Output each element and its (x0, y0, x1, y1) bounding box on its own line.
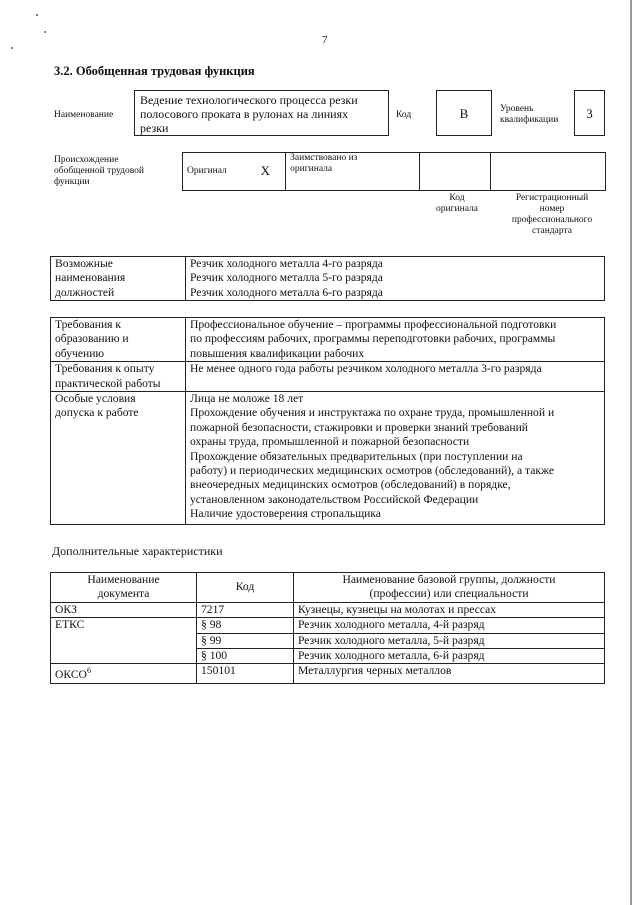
code-caption-line: оригинала (436, 204, 478, 214)
row-name: Резчик холодного металла, 4-й разряд (294, 618, 605, 633)
requirement-value-line: внеочередных медицинских осмотров (обследований) в порядке, (190, 478, 511, 492)
borrowed-label-line: Заимствовано из (290, 153, 358, 163)
scan-speck (44, 31, 46, 33)
original-label: Оригинал (183, 153, 257, 191)
table-row (51, 602, 605, 617)
requirement-value (186, 362, 605, 392)
positions-label-line: наименования (55, 271, 126, 285)
positions-table (50, 256, 605, 301)
requirement-label-line: Особые условия (55, 392, 136, 406)
row-name: Резчик холодного металла, 5-й разряд (294, 633, 605, 648)
requirement-label (51, 392, 186, 525)
additional-table (50, 572, 605, 684)
requirement-label-line: обучению (55, 346, 105, 360)
function-name-line: Ведение технологического процесса резки (140, 93, 358, 107)
requirement-value-line: Не менее одного года работы резчиком холодного металла 3-го разряда (190, 362, 542, 376)
page-number: 7 (322, 34, 328, 46)
position-title: Резчик холодного металла 4-го разряда (190, 257, 383, 270)
row-doc: ЕТКС (51, 618, 197, 664)
footnote-mark: 6 (86, 666, 91, 676)
header-doc (51, 573, 197, 603)
requirement-label-line: образованию и (55, 332, 129, 346)
row-name: Резчик холодного металла, 6-й разряд (294, 649, 605, 664)
header-name-line: (профессии) или специальности (369, 587, 529, 601)
requirement-label-line: Требования к опыту (55, 362, 155, 376)
positions-label-line: должностей (55, 285, 115, 299)
header-doc-line: Наименование (87, 573, 160, 586)
origin-label-line: обобщенной трудовой (54, 166, 144, 176)
reg-caption-line: номер (539, 204, 565, 214)
scan-speck (36, 14, 38, 16)
original-mark: X (257, 153, 286, 191)
level-label-line: квалификации (500, 115, 559, 125)
function-name-line: резки (140, 121, 169, 135)
requirement-value-line: по профессиям рабочих, программы переподготовки рабочих, программы (190, 332, 556, 346)
requirement-value-line: пожарной безопасности, стажировки и проверки знаний требований (190, 420, 528, 434)
row-code: 7217 (197, 602, 294, 617)
position-title: Резчик холодного металла 6-го разряда (190, 285, 383, 299)
code-caption-line: Код (449, 193, 465, 203)
scan-speck (11, 47, 13, 49)
positions-values (186, 257, 605, 301)
requirement-value-line: охраны труда, промышленной и пожарной безопасности (190, 435, 470, 449)
requirements-table (50, 317, 605, 525)
additional-title: Дополнительные характеристики (52, 544, 223, 558)
level-label (500, 104, 558, 126)
original-code-cell (420, 153, 491, 191)
requirement-label (51, 318, 186, 362)
requirement-label-line: допуска к работе (55, 406, 139, 420)
header-code: Код (197, 573, 294, 603)
registration-number-cell (490, 153, 605, 191)
requirement-value-line: работу) и периодических медицинских осмотров (обследований), а также (190, 464, 554, 478)
requirement-value-line: Лица не моложе 18 лет (190, 392, 304, 406)
requirement-value (186, 392, 605, 525)
function-name-box (134, 90, 389, 136)
requirement-value-line: Профессиональное обучение – программы профессиональной подготовки (190, 318, 557, 331)
table-row (51, 664, 605, 683)
requirement-label (51, 362, 186, 392)
origin-label-line: Происхождение (54, 155, 119, 165)
row-code: § 100 (197, 649, 294, 664)
row-code: § 98 (197, 618, 294, 633)
row-doc (51, 664, 197, 683)
level-label-line: Уровень (500, 104, 534, 114)
header-name-line: Наименование базовой группы, должности (342, 573, 556, 586)
row-name: Металлургия черных металлов (294, 664, 605, 683)
requirement-value-line: Прохождение обучения и инструктажа по охране труда, промышленной и (190, 406, 555, 420)
requirement-label-line: практической работы (55, 376, 161, 390)
positions-label-line: Возможные (55, 257, 113, 270)
reg-caption (496, 193, 608, 237)
requirement-value-line: Прохождение обязательных предварительных (при поступлении на (190, 449, 523, 463)
name-label: Наименование (54, 110, 114, 120)
borrowed-label-line: оригинала (290, 164, 333, 174)
requirement-value-line: повышения квалификации рабочих (190, 346, 365, 360)
row-code: § 99 (197, 633, 294, 648)
reg-caption-line: стандарта (532, 226, 572, 236)
function-name-line: полосового проката в рулонах на линиях (140, 107, 349, 121)
header-doc-line: документа (97, 587, 150, 601)
row-doc-text: ОКСО (55, 668, 87, 682)
level-value-box: 3 (574, 90, 605, 136)
code-label: Код (396, 110, 412, 120)
row-code: 150101 (197, 664, 294, 683)
borrowed-label (286, 153, 420, 191)
row-name: Кузнецы, кузнецы на молотах и прессах (294, 602, 605, 617)
position-title: Резчик холодного металла 5-го разряда (190, 271, 383, 285)
origin-label (54, 155, 144, 188)
row-doc: ОКЗ (51, 602, 197, 617)
reg-caption-line: профессионального (511, 215, 593, 225)
section-title: 3.2. Обобщенная трудовая функция (54, 64, 255, 78)
scan-edge (630, 0, 632, 905)
requirement-label-line: Требования к (55, 318, 122, 331)
reg-caption-line: Регистрационный (515, 193, 589, 203)
origin-label-line: функции (54, 177, 90, 187)
requirement-value-line: установленном законодательством Российской Федерации (190, 492, 479, 506)
code-value-box: B (436, 90, 492, 136)
table-row (51, 618, 605, 633)
requirement-value-line: Наличие удостоверения стропальщика (190, 507, 381, 521)
code-caption (424, 193, 490, 215)
requirement-value (186, 318, 605, 362)
origin-table (182, 152, 606, 191)
positions-label (51, 257, 186, 301)
header-name (294, 573, 605, 603)
